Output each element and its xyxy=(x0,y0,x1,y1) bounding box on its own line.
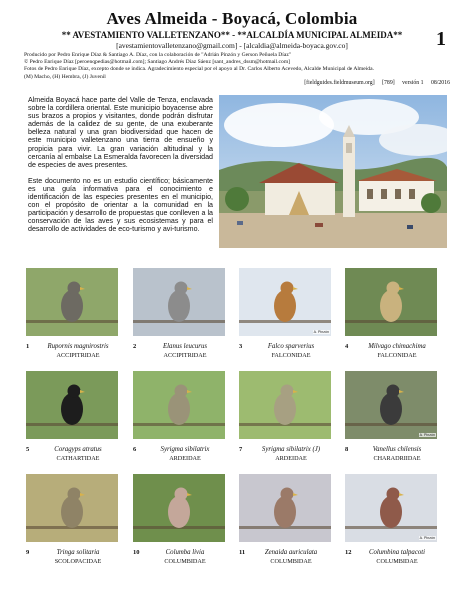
species-photo xyxy=(239,371,331,439)
species-card xyxy=(345,268,437,359)
species-family: COLUMBIDAE xyxy=(270,558,312,565)
species-scientific-name: Columba livia xyxy=(165,549,205,556)
bird-illustration xyxy=(26,268,118,336)
species-family: COLUMBIDAE xyxy=(164,558,206,565)
intro-text xyxy=(28,96,213,234)
credit-line: Fotos de Pedro Enrique Díaz, excepto donde se indica. Agradecimiento especial por el apoyo al Dr. Carlos Alberto Acevedo, Alcalde Municipal de Almeida. xyxy=(24,66,374,73)
bird-illustration xyxy=(239,268,331,336)
species-photo xyxy=(26,371,118,439)
species-number: 10 xyxy=(133,549,140,556)
species-number: 12 xyxy=(345,549,352,556)
species-card xyxy=(239,268,331,359)
species-scientific-name: Columbina talpacoti xyxy=(368,549,426,556)
species-photo xyxy=(239,474,331,542)
species-card xyxy=(133,474,225,565)
photo-credit: A. Pinzón xyxy=(419,536,435,540)
page-subtitle: ** AVESTAMIENTO VALLETENZANO** - **ALCALDÍA MUNICIPAL ALMEIDA** xyxy=(61,30,403,40)
species-photo xyxy=(26,268,118,336)
species-card xyxy=(345,371,437,462)
bird-illustration xyxy=(345,268,437,336)
credits-block xyxy=(24,52,444,81)
species-family: CHARADRIIDAE xyxy=(373,455,421,462)
page-number: 1 xyxy=(436,28,446,50)
species-card xyxy=(239,474,331,565)
bird-illustration xyxy=(133,268,225,336)
species-number: 2 xyxy=(133,343,137,350)
species-photo xyxy=(133,268,225,336)
species-family: ARDEIDAE xyxy=(275,455,307,462)
credit-line: Producido por Pedro Enrique Díaz & Santiago A. Díaz, con la colaboración de "Adrián Pinzón y Gerson Peñuela Díaz" xyxy=(24,52,292,58)
bird-illustration xyxy=(345,371,437,439)
species-scientific-name: Falco sparverius xyxy=(267,343,315,350)
species-card xyxy=(26,371,118,462)
species-photo xyxy=(133,474,225,542)
species-photo xyxy=(239,268,331,336)
species-number: 9 xyxy=(26,549,30,556)
photo-credit: A. Pinzón xyxy=(313,330,329,334)
species-card xyxy=(239,371,331,462)
bird-illustration xyxy=(133,474,225,542)
species-number: 3 xyxy=(239,343,243,350)
species-number: 7 xyxy=(239,446,243,453)
species-scientific-name: Rupornis magnirostris xyxy=(47,343,109,350)
credit-line: (M) Macho, (H) Hembra, (J) Juvenil xyxy=(24,73,106,80)
species-family: ACCIPITRIDAE xyxy=(56,352,100,359)
species-family: COLUMBIDAE xyxy=(376,558,418,565)
species-number: 1 xyxy=(26,343,30,350)
species-number: 8 xyxy=(345,446,349,453)
species-card xyxy=(26,268,118,359)
species-number: 4 xyxy=(345,343,349,350)
species-photo xyxy=(345,371,437,439)
species-card xyxy=(133,268,225,359)
species-number: 11 xyxy=(239,549,246,556)
bird-illustration xyxy=(239,371,331,439)
species-family: FALCONIDAE xyxy=(377,352,417,359)
guide-info xyxy=(240,80,450,86)
species-scientific-name: Zenaida auriculata xyxy=(264,549,318,556)
species-scientific-name: Milvago chimachima xyxy=(368,343,426,350)
species-card xyxy=(345,474,437,565)
species-family: ARDEIDAE xyxy=(169,455,201,462)
bird-illustration xyxy=(26,474,118,542)
bird-illustration xyxy=(26,371,118,439)
species-scientific-name: Elanus leucurus xyxy=(163,343,207,350)
species-photo xyxy=(345,268,437,336)
fieldguides-link[interactable]: [fieldguides.fieldmuseum.org] xyxy=(304,80,375,86)
guide-date: 08/2016 xyxy=(430,80,450,86)
contact-emails: [avestamientovalletenzano@gmail.com] - [alcaldia@almeida-boyaca.gov.co] xyxy=(116,41,348,50)
page-title: Aves Almeida - Boyacá, Colombia xyxy=(106,9,358,28)
bird-illustration xyxy=(239,474,331,542)
guide-version: versión 1 xyxy=(402,80,424,86)
species-photo xyxy=(133,371,225,439)
church-photo xyxy=(219,95,447,248)
species-family: CATHARTIDAE xyxy=(56,455,100,462)
bird-illustration xyxy=(345,474,437,542)
species-family: SCOLOPACIDAE xyxy=(54,558,102,565)
species-family: FALCONIDAE xyxy=(271,352,311,359)
species-number: 5 xyxy=(26,446,30,453)
species-scientific-name: Coragyps atratus xyxy=(54,446,102,453)
photo-credit: A. Pinzón xyxy=(419,433,435,437)
guide-id: [789] xyxy=(382,80,395,86)
species-photo xyxy=(26,474,118,542)
species-scientific-name: Syrigma sibilatrix xyxy=(160,446,210,453)
species-scientific-name: Tringa solitaria xyxy=(56,549,100,556)
species-scientific-name: Vanellus chilensis xyxy=(372,446,422,453)
species-card xyxy=(26,474,118,565)
bird-illustration xyxy=(133,371,225,439)
species-card xyxy=(133,371,225,462)
species-scientific-name: Syrigma sibilatrix (J) xyxy=(261,446,321,453)
species-photo xyxy=(345,474,437,542)
credit-line: © Pedro Enrique Díaz [peroenqpedias@hotmail.com]; Santiago Andrés Díaz Sáenz [sant_andres_dssm@hotmail.com] xyxy=(24,59,291,66)
intro-paragraph: Almeida Boyacá hace parte del Valle de Tenza, enclavada sobre la cordillera oriental. Este municipio boyacense abre sus brazos a propios y visitantes, donde podrán disfrutar además de la calidez de su gente, de una exuberante belleza natural y una gran biodiversidad que hacen de este municipio valletenzano una tierra de ensueño y propicia para vivir. La gran variación altitudinal y la cercanía al embalse La Esmeralda favorecen la diversidad de especies de aves presentes. xyxy=(28,96,213,169)
species-family: ACCIPITRIDAE xyxy=(163,352,207,359)
intro-paragraph: Este documento no es un estudio científico; básicamente es una guía informativa para el conocimiento e identificación de las especies presentes en el municipio, con el propósito de orientar a la comunidad en la participación y desarrollo de propuestas que conlleven a la conservación de las aves y sus ecosistemas y para el desarrollo de actividades de eco-turismo y avi-turismo. xyxy=(28,176,213,234)
church-photo-illustration xyxy=(219,95,447,248)
species-number: 6 xyxy=(133,446,137,453)
